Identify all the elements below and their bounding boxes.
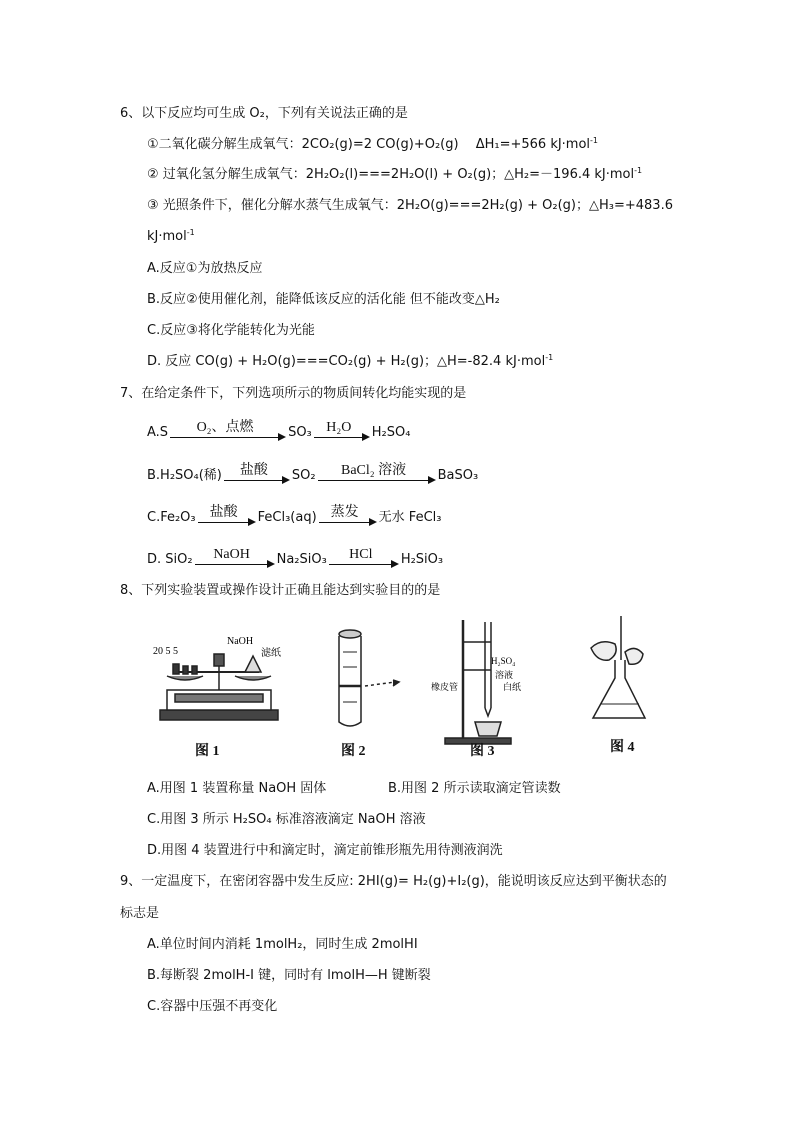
figure-4-flask bbox=[591, 616, 645, 718]
figure-4-caption: 图 4 bbox=[610, 740, 635, 755]
q6-option-b: B.反应②使用催化剂，能降低该反应的活化能 但不能改变△H₂ bbox=[147, 292, 500, 307]
fig3-acid-label: H₂SO₄ bbox=[491, 656, 516, 666]
q8-option-a: A.用图 1 装置称量 NaOH 固体 bbox=[147, 781, 327, 796]
q7-option-c: C.Fe₂O₃ 盐酸 FeCl₃(aq) 蒸发 无水 FeCl₃ bbox=[147, 505, 442, 525]
fig3-tube-label: 橡皮管 bbox=[431, 682, 459, 692]
q6-reaction-3-cont: kJ·mol$^{-1}$ bbox=[147, 228, 195, 244]
q9-option-c: C.容器中压强不再变化 bbox=[147, 999, 278, 1014]
q7-stem: 7、在给定条件下，下列选项所示的物质间转化均能实现的是 bbox=[120, 386, 467, 401]
arrow: NaOH bbox=[195, 552, 275, 568]
arrow: 蒸发 bbox=[319, 510, 377, 526]
arrow: H₂O bbox=[314, 425, 370, 441]
q8-option-b: B.用图 2 所示读取滴定管读数 bbox=[388, 781, 561, 796]
arrow: 盐酸 bbox=[224, 468, 290, 484]
q7-option-d: D. SiO₂ NaOH Na₂SiO₃ HCl H₂SiO₃ bbox=[147, 547, 444, 567]
q9-option-a: A.单位时间内消耗 1molH₂，同时生成 2molHI bbox=[147, 937, 418, 952]
apparatus-figures bbox=[145, 612, 665, 764]
q6-reaction-3: ③ 光照条件下，催化分解水蒸气生成氧气：2H₂O(g)===2H₂(g) + O₂(g)；△H₃=+483.6 bbox=[147, 198, 673, 213]
q6-option-c: C.反应③将化学能转化为光能 bbox=[147, 323, 315, 338]
q6-reaction-1: ①二氧化碳分解生成氧气：2CO₂(g)=2 CO(g)+O₂(g) ΔH₁=+566 kJ·mol$^{-1}$ bbox=[147, 136, 599, 152]
q9-option-b: B.每断裂 2molH-I 键，同时有 lmolH—H 键断裂 bbox=[147, 968, 431, 983]
figure-2-burette bbox=[339, 630, 399, 726]
q6-reaction-2: ② 过氧化氢分解生成氧气：2H₂O₂(l)===2H₂O(l) + O₂(g)；△H₂=－196.4 kJ·mol$^{-1}$ bbox=[147, 166, 643, 182]
arrow: 盐酸 bbox=[198, 510, 256, 526]
q6-option-a: A.反应①为放热反应 bbox=[147, 261, 263, 276]
fig1-naoh-label: NaOH bbox=[227, 636, 254, 647]
q8-option-c: C.用图 3 所示 H₂SO₄ 标准溶液滴定 NaOH 溶液 bbox=[147, 812, 426, 827]
figure-2-caption: 图 2 bbox=[341, 744, 366, 759]
q8-stem: 8、下列实验装置或操作设计正确且能达到实验目的的是 bbox=[120, 583, 441, 598]
figure-3-caption: 图 3 bbox=[470, 744, 495, 759]
arrow: O₂、点燃 bbox=[170, 425, 286, 441]
fig1-weights-label: 20 5 5 bbox=[153, 646, 178, 657]
q7-option-b: B.H₂SO₄(稀) 盐酸 SO₂ BaCl₂ 溶液 BaSO₃ bbox=[147, 463, 479, 483]
arrow: HCl bbox=[329, 552, 399, 568]
q6-option-d: D. 反应 CO(g) + H₂O(g)===CO₂(g) + H₂(g)；△H=-82.4 kJ·mol$^{-1}$ bbox=[147, 353, 554, 369]
figure-1-balance bbox=[160, 654, 278, 720]
figure-1-caption: 图 1 bbox=[195, 744, 220, 759]
fig3-paper-label: 白纸 bbox=[503, 682, 522, 692]
fig3-solution-label: 溶液 bbox=[495, 670, 514, 680]
apparatus-drawings bbox=[145, 612, 665, 764]
q7-option-a: A.S O₂、点燃 SO₃ H₂O H₂SO₄ bbox=[147, 420, 411, 440]
q9-stem-cont: 标志是 bbox=[120, 906, 160, 921]
q8-option-d: D.用图 4 装置进行中和滴定时，滴定前锥形瓶先用待测液润洗 bbox=[147, 843, 503, 858]
q6-stem: 6、以下反应均可生成 O₂，下列有关说法正确的是 bbox=[120, 106, 408, 121]
q9-stem: 9、一定温度下，在密闭容器中发生反应: 2HI(g)= H₂(g)+I₂(g)，能说明该反应达到平衡状态的 bbox=[120, 874, 667, 889]
fig1-paper-label: 滤纸 bbox=[261, 648, 281, 659]
arrow: BaCl₂ 溶液 bbox=[318, 468, 436, 484]
